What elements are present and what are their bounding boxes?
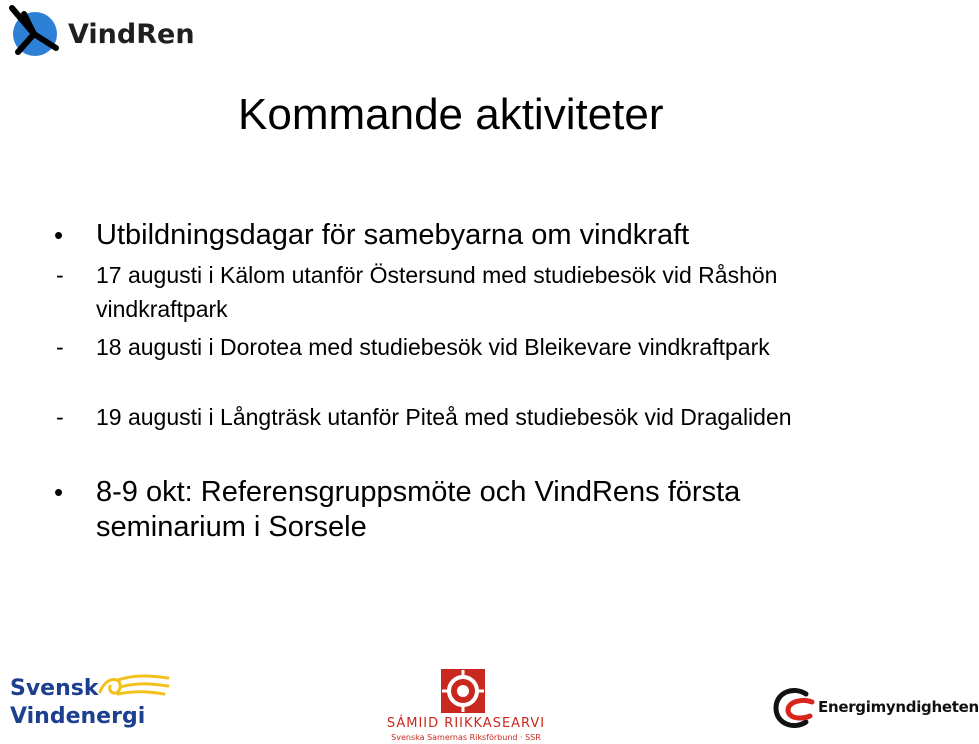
svensk-wordmark: Svensk [10, 676, 99, 701]
dash-marker: - [56, 334, 64, 360]
energy-swirl-icon [772, 686, 816, 732]
list-item-text: 8-9 okt: Referensgruppsmöte och VindRens första seminarium i Sorsele [96, 476, 741, 543]
dash-marker: - [56, 404, 64, 430]
vindren-emblem-icon [4, 4, 66, 58]
bullet-marker: • [54, 220, 64, 250]
wind-swirl-icon [96, 672, 172, 704]
vindren-wordmark: VindRen [68, 19, 195, 50]
samiid-riikkasearvi-logo [376, 668, 556, 744]
energimyndigheten-wordmark: Energimyndigheten [818, 698, 979, 716]
list-item-text: 19 augusti i Långträsk utanför Piteå med studiebesök vid Dragaliden [96, 404, 792, 430]
ssr-emblem-icon [440, 668, 486, 714]
list-item-text: 17 augusti i Kälom utanför Östersund med studiebesök vid Råshön vindkraftpark [96, 262, 778, 322]
energimyndigheten-logo [772, 686, 979, 734]
samiid-subtitle: Svenska Samernas Riksförbund · SSR [391, 733, 541, 742]
bullet-marker: • [54, 477, 64, 507]
list-item-text: Utbildningsdagar för samebyarna om vindkraft [96, 219, 690, 251]
samiid-wordmark: SÁMIID RIIKKASEARVI [386, 716, 546, 731]
list-item-text: 18 augusti i Dorotea med studiebesök vid Bleikevare vindkraftpark [96, 334, 770, 360]
dash-marker: - [56, 262, 64, 288]
vindren-logo [4, 4, 204, 58]
slide-title: Kommande aktiviteter [238, 90, 664, 139]
svensk-vindenergi-logo [10, 670, 180, 736]
vindenergi-wordmark: Vindenergi [10, 704, 146, 729]
